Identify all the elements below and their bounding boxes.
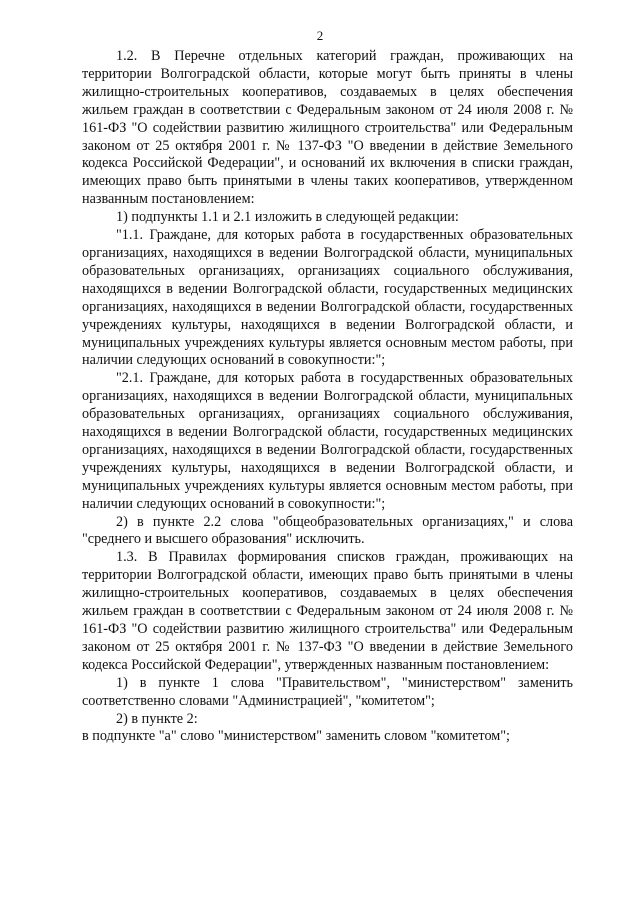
- paragraph-subitem-a: в подпункте "а" слово "министерством" заменить словом "комитетом";: [82, 728, 510, 745]
- paragraph-item-1b: 1) в пункте 1 слова "Правительством", "министерством" заменить соответственно словами "Администрацией", "комитетом";: [82, 674, 573, 709]
- paragraph-quote-2-1: "2.1. Граждане, для которых работа в государственных образовательных организациях, находящихся в ведении Волгоградской области, муниципальных образовательных организациях, организациях социального обслуживания, находящихся в ведении Волгоградской области, государственных медицинских организациях, находящихся в ведении Волгоградской области, государственных учреждениях культуры, находящихся в ведении Волгоградской области, и муниципальных учреждениях культуры является основным местом работы, при наличии следующих оснований в совокупности:";: [82, 370, 573, 512]
- paragraph-1-3: 1.3. В Правилах формирования списков граждан, проживающих на территории Волгоградской области, имеющих право быть принятыми в члены жилищно-строительных кооперативов, создаваемых в целях обеспечения жильем граждан в соответствии с Федеральным законом от 24 июля 2008 г. № 161-ФЗ "О содействии развитию жилищного строительства" или Федеральным законом от 25 октября 2001 г. № 137-ФЗ "О введении в действие Земельного кодекса Российской Федерации", утвержденных названным постановлением:: [82, 549, 573, 673]
- paragraph-1-2: 1.2. В Перечне отдельных категорий граждан, проживающих на территории Волгоградской области, которые могут быть приняты в члены жилищно-строительных кооперативов, создаваемых в целях обеспечения жильем граждан в соответствии с Федеральным законом от 24 июля 2008 г. № 161-ФЗ "О содействии развитию жилищного строительства" или Федеральным законом от 25 октября 2001 г. № 137-ФЗ "О введении в действие Земельного кодекса Российской Федерации", и оснований их включения в списки граждан, имеющих право быть принятыми в члены таких кооперативов, утвержденном названным постановлением:: [82, 48, 573, 208]
- document-body: [82, 48, 573, 746]
- paragraph-quote-1-1: "1.1. Граждане, для которых работа в государственных образовательных организациях, находящихся в ведении Волгоградской области, муниципальных образовательных организациях, организациях социального обслуживания, находящихся в ведении Волгоградской области, государственных медицинских организациях, находящихся в ведении Волгоградской области, государственных учреждениях культуры, находящихся в ведении Волгоградской области, и муниципальных учреждениях культуры является основным местом работы, при наличии следующих оснований в совокупности:";: [82, 227, 573, 369]
- paragraph-item-2b: 2) в пункте 2:: [116, 710, 198, 727]
- page-number: 2: [316, 28, 324, 43]
- paragraph-item-2: 2) в пункте 2.2 слова "общеобразовательных организациях," и слова "среднего и высшего образования" исключить.: [82, 513, 573, 548]
- paragraph-item-1: 1) подпункты 1.1 и 2.1 изложить в следующей редакции:: [116, 209, 459, 226]
